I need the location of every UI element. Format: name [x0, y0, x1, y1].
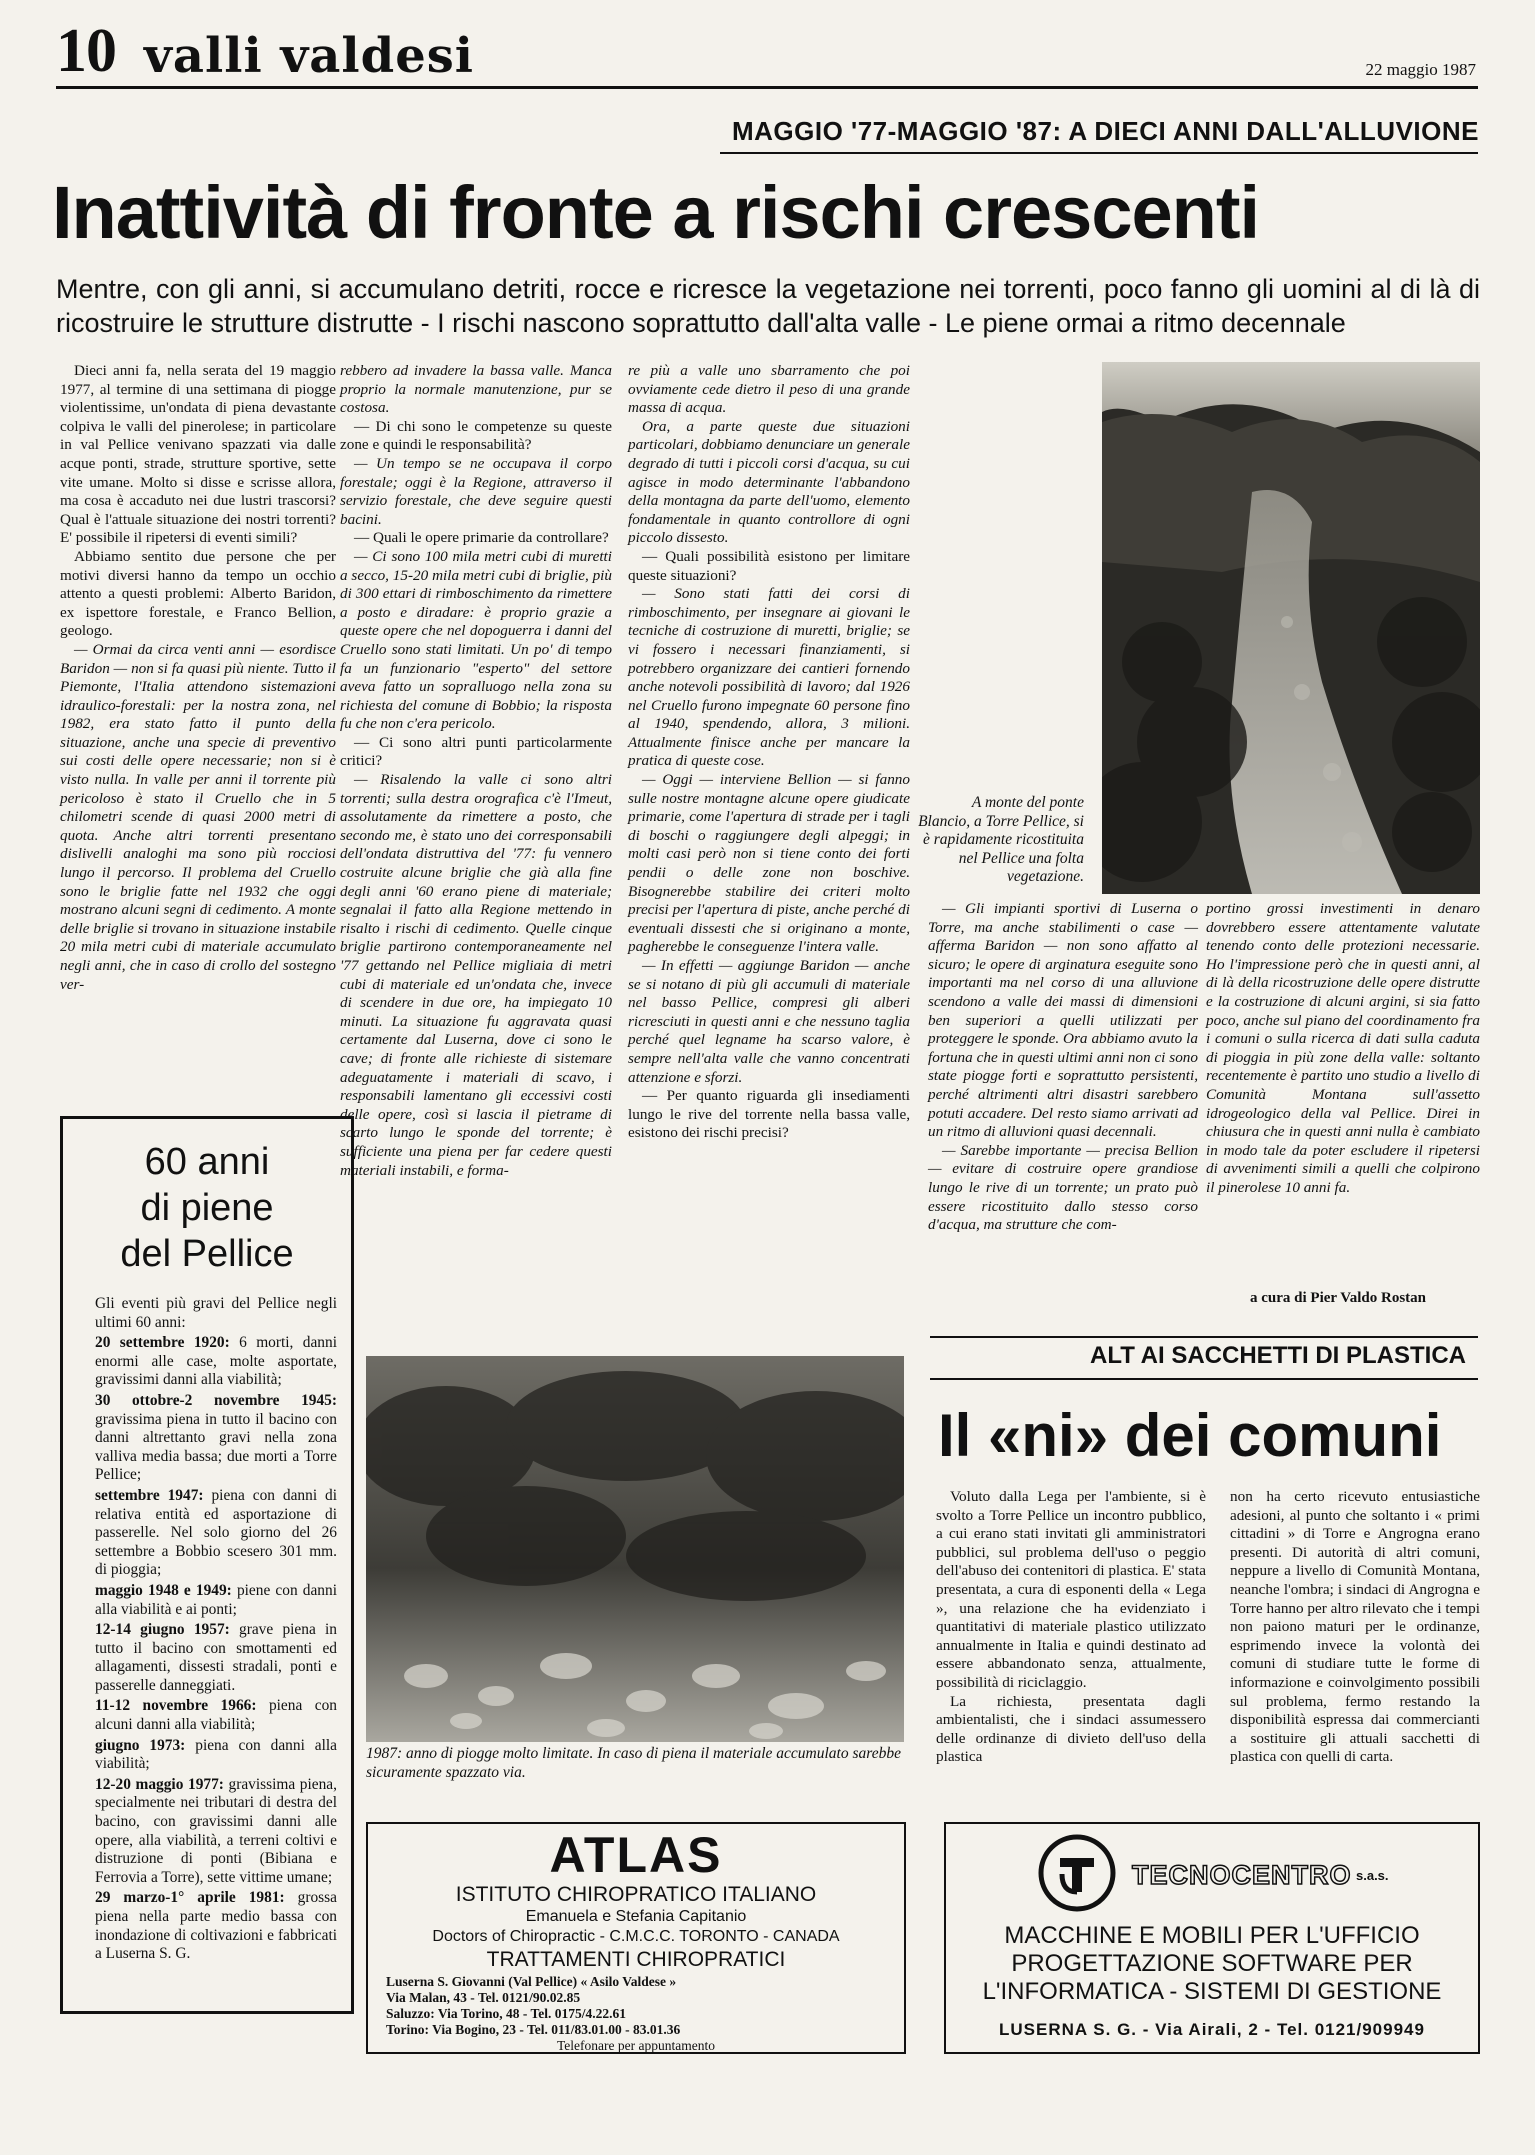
tecnocentro-line: PROGETTAZIONE SOFTWARE PER	[1011, 1950, 1413, 1977]
flood-text: piena con danni alla viabilità;	[95, 1736, 337, 1773]
paper-name: valli valdesi	[144, 28, 474, 84]
flood-date: 11-12 novembre 1966:	[95, 1697, 257, 1715]
flood-text: gravissima piena in tutto il bacino con danni altrettanto gravi nella zona valliva media bassa; due morti a Torre Pellice;	[95, 1410, 337, 1484]
article2-kicker: ALT AI SACCHETTI DI PLASTICA	[1090, 1342, 1466, 1369]
flood-date: 12-14 giugno 1957:	[95, 1621, 230, 1639]
tecnocentro-address: LUSERNA S. G. - Via Airali, 2 - Tel. 0121/909949	[999, 2020, 1425, 2039]
ad-atlas	[366, 1822, 906, 2054]
article-column-1	[60, 362, 336, 994]
paragraph: — Ci sono 100 mila metri cubi di muretti a secco, 15-20 mila metri cubi di briglie, più di 300 ettari di rimboschimento da rimettere a posto e diradare: è proprio grazie a queste opere che nel dopoguerra i danni del Cruello sono stati limitati. Un po' di tempo fa un funzionario "esperto" del settore aveva fatto un sopralluogo nella zona su richiesta del comune di Bobbio; la risposta fu che non c'era pericolo.	[340, 547, 612, 733]
article2-headline: Il «ni» dei comuni	[938, 1402, 1442, 1469]
paragraph: — Di chi sono le competenze su queste zone e quindi le responsabilità?	[340, 417, 612, 454]
paragraph: — Ci sono altri punti particolarmente critici?	[340, 733, 612, 770]
ad-atlas-addresses	[368, 1974, 904, 2054]
paragraph: Abbiamo sentito due persone che per motivi diversi hanno da tempo un occhio attento a questi problemi: Alberto Baridon, ex ispettore forestale, e Franco Bellion, geologo.	[60, 547, 336, 640]
photo1-caption: A monte del ponte Blancio, a Torre Pellice, si è rapidamente ricostituita nel Pellice una folta vegetazione.	[918, 794, 1084, 885]
photo-riverbed-1987	[366, 1356, 904, 1742]
paragraph: Dieci anni fa, nella serata del 19 maggio 1977, al termine di una settimana di piogge violentissime, un'ondata di piena devastante colpiva le valli del pinerolese; in particolare in val Pellice venivano spazzati via dalle acque ponti, strade, strutture sportive, sette vite umane. Molto si disse e scrisse allora, ma cosa è accaduto nei due lustri trascorsi? Qual è l'attuale situazione dei nostri torrenti? E' possibile il ripetersi di eventi simili?	[60, 362, 336, 547]
paragraph: — Sarebbe importante — precisa Bellion — evitare di costruire opere grandiose lungo le rive di un torrente; un prato può essere ricostituito dallo stesso corso d'acqua, ma strutture che com-	[928, 1141, 1198, 1234]
paragraph: — Sono stati fatti dei corsi di rimboschimento, per insegnare ai giovani le tecniche di costruzione di muretti, briglie; se vi fossero i necessari finanziamenti, si potrebbero organizzare dei cantieri fornendo anche notevoli possibilità di lavoro; dal 1926 nel Cruello furono impegnate 60 persone fino al 1940, spendendo, allora, 3 milioni. Attualmente finisce anche per mancare la pratica di queste cose.	[628, 585, 910, 770]
article-deck: Mentre, con gli anni, si accumulano detriti, rocce e ricresce la vegetazione nei torrenti, poco fanno gli uomini al di là di ricostruire le strutture distrutte - I rischi nascono soprattutto dall'alta valle - Le piene ormai a ritmo decennale	[56, 274, 1480, 338]
flood-date: 30 ottobre-2 novembre 1945:	[95, 1391, 337, 1409]
paragraph: Voluto dalla Lega per l'ambiente, si è svolto a Torre Pellice un incontro pubblico, a cui erano stati invitati gli amministratori pubblici, sul problema dell'uso o peggio dell'abuso dei contenitori di plastica. E' stata presentata, a cura di esponenti della « Lega », una relazione che ha evidenziato i quantitativi di materiale plastico utilizzato annualmente in Italia e quindi destinato ad essere abbandonato senza, attualmente, possibilità di riciclaggio.	[936, 1488, 1206, 1691]
paragraph: — Quali le opere primarie da controllare?	[354, 529, 609, 547]
flood-event	[95, 1697, 337, 1734]
issue-date: 22 maggio 1987	[1365, 60, 1476, 79]
paragraph: portino grossi investimenti in denaro dovrebbero essere attentamente valutate tenendo conto delle protezioni necessarie. Ho l'impressione però che in questi anni, al di là della ricostruzione delle opere distrutte e la costruzione di alcuni argini, si sia fatto poco, anche sul piano del coordinamento fra i comuni o sulla ricerca di dati sulla caduta di pioggia in più zone della valle: soltanto recentemente è partito uno studio a livello di Comunità Montana sull'assetto idrogeologico della val Pellice. Direi in chiusura che in questi anni nulla è cambiato in modo tale da poter escludere il ripetersi di avvenimenti simili a quelli che colpirono il pinerolese 10 anni fa.	[1206, 900, 1480, 1196]
article2-rule	[930, 1336, 1478, 1338]
flood-text: piena con alcuni danni alla viabilità;	[95, 1697, 337, 1734]
tecnocentro-logo-icon	[1038, 1834, 1116, 1912]
sidebar-body	[95, 1295, 337, 1966]
article-column-4	[928, 900, 1198, 1235]
byline: a cura di Pier Valdo Rostan	[1250, 1290, 1426, 1306]
flood-date: 12-20 maggio 1977:	[95, 1775, 224, 1793]
flood-text: 6 morti, danni enormi alle case, molte asportate, gravissimi danni alla viabilità;	[95, 1334, 337, 1389]
flood-date: giugno 1973:	[95, 1736, 186, 1754]
paragraph: rebbero ad invadere la bassa valle. Manca proprio la normale manutenzione, pur se costosa.	[340, 362, 612, 417]
flood-text: gravissima piena, specialmente nei tributari di destra del bacino, con gravissimi danni alle opere, alla viabilità, a terreni coltivi e distruzione di ponti (Bibiana e Ferrovia a Torre), sette vittime umane;	[95, 1775, 337, 1886]
flood-event	[95, 1487, 337, 1580]
masthead-rule	[56, 86, 1478, 89]
ad-atlas-address: Telefonare per appuntamento	[557, 2038, 715, 2053]
flood-event	[95, 1776, 337, 1888]
ad-atlas-address: Torino: Via Bogino, 23 - Tel. 011/83.01.00 - 83.01.36	[386, 2022, 681, 2037]
tecnocentro-line: MACCHINE E MOBILI PER L'UFFICIO	[1004, 1922, 1420, 1949]
ad-tecnocentro	[944, 1822, 1480, 2054]
page-number: 10	[56, 17, 116, 85]
flood-text: grave piena in tutto il bacino con smottamenti ed allagamenti, dissesti stradali, ponti e passerelle danneggiati.	[95, 1621, 337, 1694]
photo-placeholder-graphic	[1102, 362, 1480, 894]
sidebar-title-line: di piene	[140, 1187, 274, 1229]
article-column-3	[628, 362, 910, 1143]
paragraph: — Gli impianti sportivi di Luserna o Torre, ma anche stabilimenti o case — afferma Baridon — non sono affatto al sicuro; le opere di arginatura eseguite sono importanti ma nel corso di una alluvione scendono a valle dei massi di dimensioni ben superiori a quelli utilizzati per proteggere le sponde. Ora abbiamo avuto la fortuna che in questi ultimi anni non ci sono state piogge forti e soprattutto persistenti, perché altrimenti altri disastri sarebbero potuti accadere. Del resto siamo arrivati ad un ritmo di alluvioni quasi decennali.	[928, 900, 1198, 1141]
sidebar-title-line: 60 anni	[144, 1141, 270, 1183]
article2-rule	[930, 1378, 1478, 1380]
flood-event	[95, 1392, 337, 1485]
flood-event	[95, 1889, 337, 1963]
kicker-rule	[720, 152, 1478, 154]
photo-torrent-vegetation	[1102, 362, 1480, 894]
tecnocentro-brand: TECNOCENTRO	[1132, 1860, 1352, 1890]
tecnocentro-suffix: s.a.s.	[1356, 1868, 1389, 1883]
ad-atlas-line: Emanuela e Stefania Capitanio	[525, 1908, 747, 1925]
flood-text: grossa piena nella parte medio bassa con inondazione di coltivazioni e fabbricati a Luserna S. G.	[95, 1889, 337, 1963]
flood-date: 20 settembre 1920:	[95, 1334, 230, 1352]
ad-atlas-address: Luserna S. Giovanni (Val Pellice) « Asilo Valdese »	[386, 1974, 677, 1989]
paragraph: La richiesta, presentata dagli ambientalisti, che i sindaci assumessero delle ordinanze di divieto dell'uso della plastica	[936, 1692, 1206, 1766]
article-headline: Inattività di fronte a rischi crescenti	[52, 171, 1260, 254]
paragraph: re più a valle uno sbarramento che poi ovviamente cede dietro il peso di una grande massa di acqua.	[628, 362, 910, 417]
paragraph: — In effetti — aggiunge Baridon — anche se si notano di più gli accumuli di materiale nel basso Pellice, compresi gli alberi ricresciuti in questi anni e che nessuno taglia perché quel legname ha scarso valore, è sempre nell'alta valle che vanno concentrati attenzione e sforzi.	[628, 957, 910, 1086]
ad-atlas-line: Doctors of Chiropractic - C.M.C.C. TORONTO - CANADA	[432, 1928, 840, 1945]
paragraph: — Risalendo la valle ci sono altri torrenti; sulla destra orografica c'è l'Imeut, assolutamente da rimettere a posto, che secondo me, è stato uno dei corresponsabili dell'ondata distruttiva del '77: fu vennero costruite alcune briglie che già alla fine degli anni '60 erano piene di materiale; segnalai il fatto alla Regione mettendo in risalto i rischi di cedimento. Quelle cinque briglie partirono contemporaneamente nel '77 gettando nel Pellice migliaia di metri cubi di materiale ed un'ondata che, invece di scendere in due ore, ha impiegato 10 minuti. La situazione fu aggravata quasi certamente dal Luserna, dove ci sono le cave; di fronte alle richieste di sistemare adeguatamente i materiali di scavo, i responsabili lamentano gli eccessivi costi delle opere, così si lascia il pietrame di scarto lungo le sponde del torrente; è sufficiente una piena per far cedere questi materiali instabili, e forma-	[340, 771, 612, 1179]
sidebar-intro: Gli eventi più gravi del Pellice negli ultimi 60 anni:	[95, 1295, 337, 1331]
paragraph: — Ormai da circa venti anni — esordisce Baridon — non si fa quasi più niente. Tutto il Piemonte, l'Italia attendono sistemazioni idraulico-forestali: per la nostra zona, nel 1982, era stato fatto il punto della situazione, anche una specie di preventivo sui costi delle opere necessarie; non si è visto nulla. In valle per anni il torrente più pericoloso è stato il Cruello che in 5 chilometri scende di quasi 2000 metri di quota. Anche altri torrenti presentano dislivelli analoghi ma sono più rocciosi lungo il percorso. Il problema del Cruello sono le briglie fatte nel 1932 che oggi mostrano alcuni segni di cedimento. A monte delle briglie si trovano in situazione instabile 20 mila metri cubi di materiale accumulato negli anni, che in caso di crollo del sostegno ver-	[60, 640, 336, 993]
paragraph: non ha certo ricevuto entusiastiche adesioni, al punto che soltanto i « primi cittadini » di Torre e Angrogna erano presenti. Di autorità di altri comuni, neppure a livello di Comunità Montana, neanche l'ombra; i sindaci di Angrogna e Torre hanno per altro rilevato che i tempi non paiono maturi per le ordinanze, esprimendo invece la volontà dei comuni di studiare tutte le forme di informazione e coinvolgimento possibili sul problema, fermo restando la disponibilità espressa dai commercianti a sostituire gli attuali sacchetti di plastica con quelli di carta.	[1230, 1488, 1480, 1766]
masthead	[56, 18, 1476, 84]
tecnocentro-line: L'INFORMATICA - SISTEMI DI GESTIONE	[982, 1978, 1442, 2005]
paragraph: — Quali possibilità esistono per limitare queste situazioni?	[628, 547, 910, 584]
article-column-5	[1206, 900, 1480, 1198]
ad-atlas-line: ISTITUTO CHIROPRATICO ITALIANO	[455, 1883, 817, 1906]
flood-text: piena con danni di relativa entità ed asportazione di passerelle. Nel solo giorno del 26 settembre a Bobbio scesero 301 mm. di pioggia;	[95, 1486, 337, 1579]
article2-column-2	[1230, 1488, 1480, 1767]
flood-date: maggio 1948 e 1949:	[95, 1581, 232, 1599]
flood-event	[95, 1621, 337, 1695]
flood-event	[95, 1737, 337, 1774]
ad-atlas-line: TRATTAMENTI CHIROPRATICI	[486, 1948, 786, 1971]
tecnocentro-services	[946, 1922, 1478, 2006]
photo2-caption: 1987: anno di piogge molto limitate. In caso di piena il materiale accumulato sarebbe sicuramente spazzato via.	[366, 1745, 901, 1781]
photo-placeholder-graphic	[366, 1356, 904, 1742]
flood-event	[95, 1582, 337, 1619]
ad-atlas-address: Saluzzo: Via Torino, 48 - Tel. 0175/4.22.61	[386, 2006, 627, 2021]
article-column-2	[340, 362, 612, 1180]
paragraph: — Un tempo se ne occupava il corpo forestale; oggi è la Regione, attraverso il servizio forestale, che deve seguire questi bacini.	[340, 454, 612, 528]
sidebar-title-line: del Pellice	[120, 1233, 294, 1275]
paragraph: — Per quanto riguarda gli insediamenti lungo le rive del torrente nella bassa valle, esistono dei rischi precisi?	[628, 1087, 910, 1142]
paragraph: Ora, a parte queste due situazioni particolari, dobbiamo denunciare un generale degrado di tutti i piccoli corsi d'acqua, su cui agisce in modo determinante l'abbandono della montagna da parte dell'uomo, elemento fondamentale in quanto controllore di ogni piccolo dissesto.	[628, 417, 910, 547]
sidebar-box-floods	[60, 1116, 354, 2014]
paragraph: — Oggi — interviene Bellion — si fanno sulle nostre montagne alcune opere giudicate primarie, come l'apertura di strade per i tagli di boschi o raggiungere degli alpeggi; in molti casi però non si tiene conto dei forti pendii o delle zone non boschive. Bisognerebbe stabilire dei criteri molto precisi per l'apertura di piste, anche perché di eventuali dissesti che si originano a monte, pagherebbe le conseguenze l'intera valle.	[628, 771, 910, 956]
flood-event	[95, 1334, 337, 1390]
flood-text: piene con danni alla viabilità e ai ponti;	[95, 1581, 337, 1618]
article2-column-1	[936, 1488, 1206, 1767]
flood-date: 29 marzo-1° aprile 1981:	[95, 1889, 285, 1907]
ad-atlas-address: Via Malan, 43 - Tel. 0121/90.02.85	[386, 1990, 581, 2005]
flood-date: settembre 1947:	[95, 1486, 204, 1504]
article-kicker: MAGGIO '77-MAGGIO '87: A DIECI ANNI DALL'ALLUVIONE	[731, 116, 1479, 146]
sidebar-title	[63, 1139, 351, 1277]
ad-atlas-name: ATLAS	[549, 1827, 723, 1883]
